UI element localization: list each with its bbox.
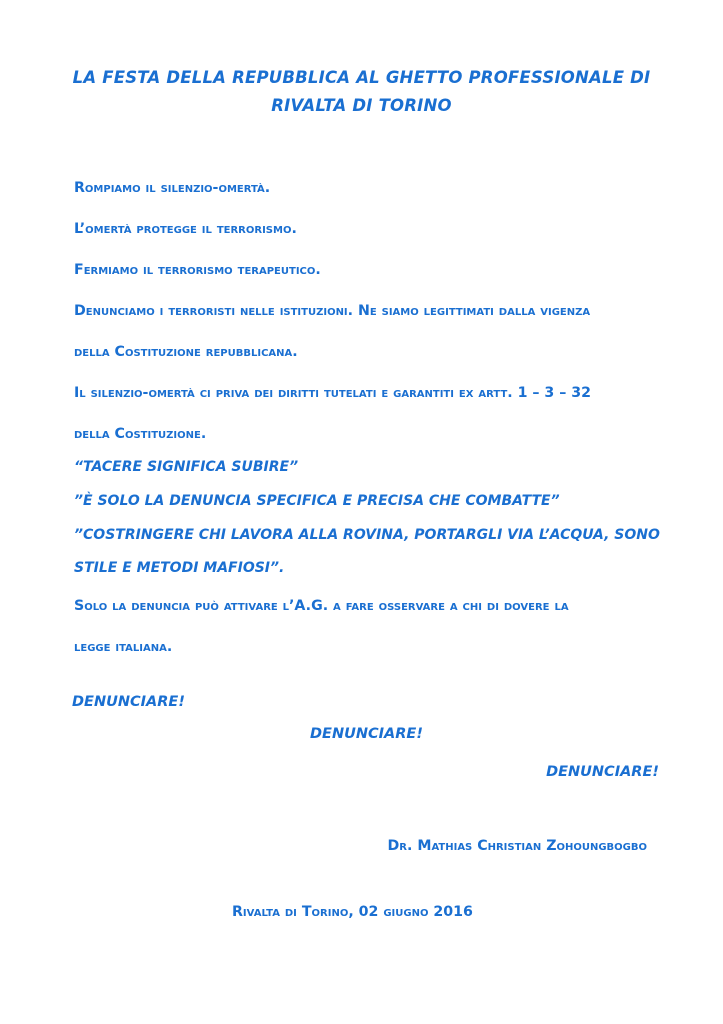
quote-line: “TACERE SIGNIFICA SUBIRE” — [74, 459, 299, 475]
quote-line: STILE E METODI MAFIOSI”. — [74, 560, 285, 576]
body-line: L’omertà protegge il terrorismo. — [74, 221, 297, 237]
body-line: Rompiamo il silenzio-omertà. — [74, 180, 271, 196]
document-title-line-2: RIVALTA DI TORINO — [271, 96, 452, 115]
denunciare-left: DENUNCIARE! — [72, 694, 185, 710]
body-line: della Costituzione. — [74, 426, 207, 442]
denunciare-right: DENUNCIARE! — [546, 764, 659, 780]
signature: Dr. Mathias Christian Zohoungbogbo — [387, 838, 647, 854]
body-line: Fermiamo il terrorismo terapeutico. — [74, 262, 321, 278]
denunciare-center: DENUNCIARE! — [310, 726, 423, 742]
body-line: legge italiana. — [74, 639, 173, 655]
body-line: Denunciamo i terroristi nelle istituzioni. Ne siamo legittimati dalla vigenza — [74, 303, 591, 319]
document-title-line-1: LA FESTA DELLA REPUBBLICA AL GHETTO PROFESSIONALE DI — [72, 68, 651, 87]
quote-line: ”COSTRINGERE CHI LAVORA ALLA ROVINA, PORTARGLI VIA L’ACQUA, SONO — [74, 527, 660, 543]
quote-line: ”È SOLO LA DENUNCIA SPECIFICA E PRECISA CHE COMBATTE” — [74, 493, 560, 509]
body-line: Il silenzio-omertà ci priva dei diritti tutelati e garantiti ex artt. 1 – 3 – 32 — [74, 385, 592, 401]
place-date: Rivalta di Torino, 02 giugno 2016 — [232, 904, 473, 920]
body-line: Solo la denuncia può attivare l’A.G. a fare osservare a chi di dovere la — [74, 598, 569, 614]
body-line: della Costituzione repubblicana. — [74, 344, 298, 360]
